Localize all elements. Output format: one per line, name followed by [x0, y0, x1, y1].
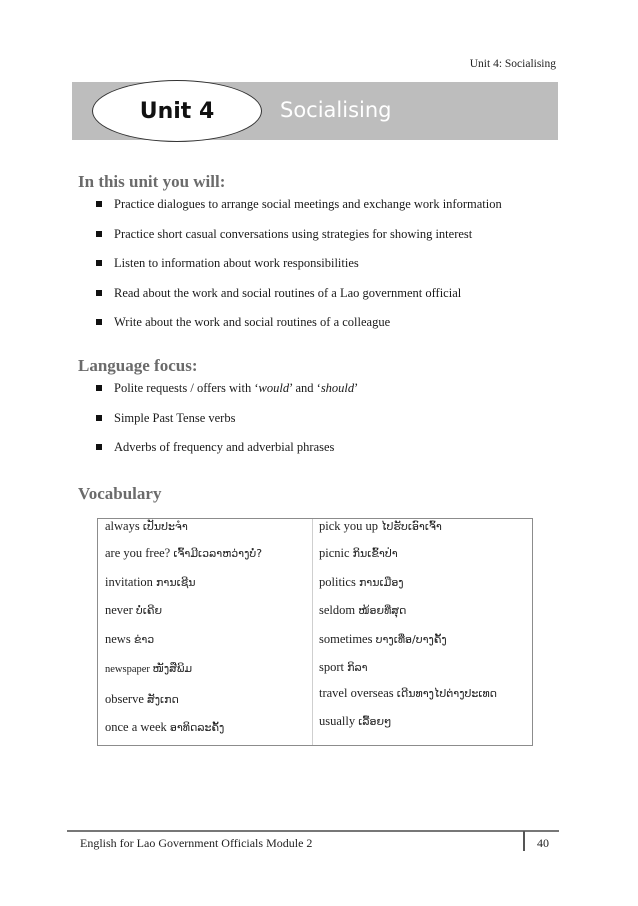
bullet-icon: [96, 319, 102, 325]
bullet-icon: [96, 260, 102, 266]
list-item: Practice dialogues to arrange social meetings and exchange work information: [96, 197, 502, 227]
vocab-item-sometimes: sometimes ບາງເທື່ອ/ບາງຄັ້ງ: [319, 632, 447, 646]
unit-title: Socialising: [280, 98, 392, 122]
list-item: Write about the work and social routines of a colleague: [96, 315, 502, 345]
vocab-item-seldom: seldom ໜ້ອຍທີ່ສຸດ: [319, 603, 407, 617]
vocab-item-newspaper: newspaper ໜັງສືພິມ: [105, 662, 193, 675]
vocabulary-table: [97, 518, 533, 746]
vocab-item-travel-overseas: travel overseas ເດີນທາງໄປຕ່າງປະເທດ: [319, 686, 498, 700]
vocab-item-observe: observe ສັງເກດ: [105, 692, 179, 706]
objectives-list: [96, 197, 502, 345]
vocab-item-never: never ບໍ່ເຄີຍ: [105, 603, 163, 617]
footer-separator: [523, 831, 525, 851]
vocab-item-always: always ເປັນປະຈຳ: [105, 519, 188, 533]
unit-number-oval: [92, 80, 262, 142]
vocab-item-invitation: invitation ການເຊີນ: [105, 575, 196, 589]
vocab-item-are-you-free: are you free? ເຈົ້າມີເວລາຫວ່າງບໍ່?: [105, 546, 263, 560]
bullet-icon: [96, 231, 102, 237]
list-item: Simple Past Tense verbs: [96, 411, 358, 441]
language-focus-heading: Language focus:: [78, 356, 198, 375]
unit-number: Unit 4: [139, 98, 215, 124]
vocab-item-sport: sport ກິລາ: [319, 660, 368, 674]
unit-banner: [72, 82, 558, 140]
list-item: Read about the work and social routines of a Lao government official: [96, 286, 502, 316]
vocab-item-usually: usually ເລື້ອຍໆ: [319, 714, 392, 728]
list-item: Listen to information about work responsibilities: [96, 256, 502, 286]
list-item: Polite requests / offers with ‘would’ and ‘should’: [96, 381, 358, 411]
bullet-icon: [96, 201, 102, 207]
vocab-item-politics: politics ການເມືອງ: [319, 575, 404, 589]
vocabulary-heading: Vocabulary: [78, 484, 162, 503]
vocab-item-pick-you-up: pick you up ໄປຮັບເອົາເຈົ້າ: [319, 519, 442, 533]
vocab-item-picnic: picnic ກິນເຂົ້າປ່າ: [319, 546, 398, 560]
list-item: Practice short casual conversations using strategies for showing interest: [96, 227, 502, 257]
bullet-icon: [96, 415, 102, 421]
vocab-item-news: news ຂ່າວ: [105, 632, 155, 646]
bullet-icon: [96, 385, 102, 391]
page-number: 40: [537, 836, 549, 850]
footer-rule: [67, 830, 559, 832]
vocab-item-once-a-week: once a week ອາທິດລະຄັ້ງ: [105, 720, 225, 734]
footer-text: English for Lao Government Officials Module 2: [80, 836, 313, 850]
objectives-heading: In this unit you will:: [78, 172, 226, 191]
column-divider: [312, 519, 313, 745]
bullet-icon: [96, 290, 102, 296]
list-item: Adverbs of frequency and adverbial phrases: [96, 440, 358, 470]
bullet-icon: [96, 444, 102, 450]
language-focus-list: [96, 381, 358, 470]
running-head: Unit 4: Socialising: [469, 58, 556, 70]
